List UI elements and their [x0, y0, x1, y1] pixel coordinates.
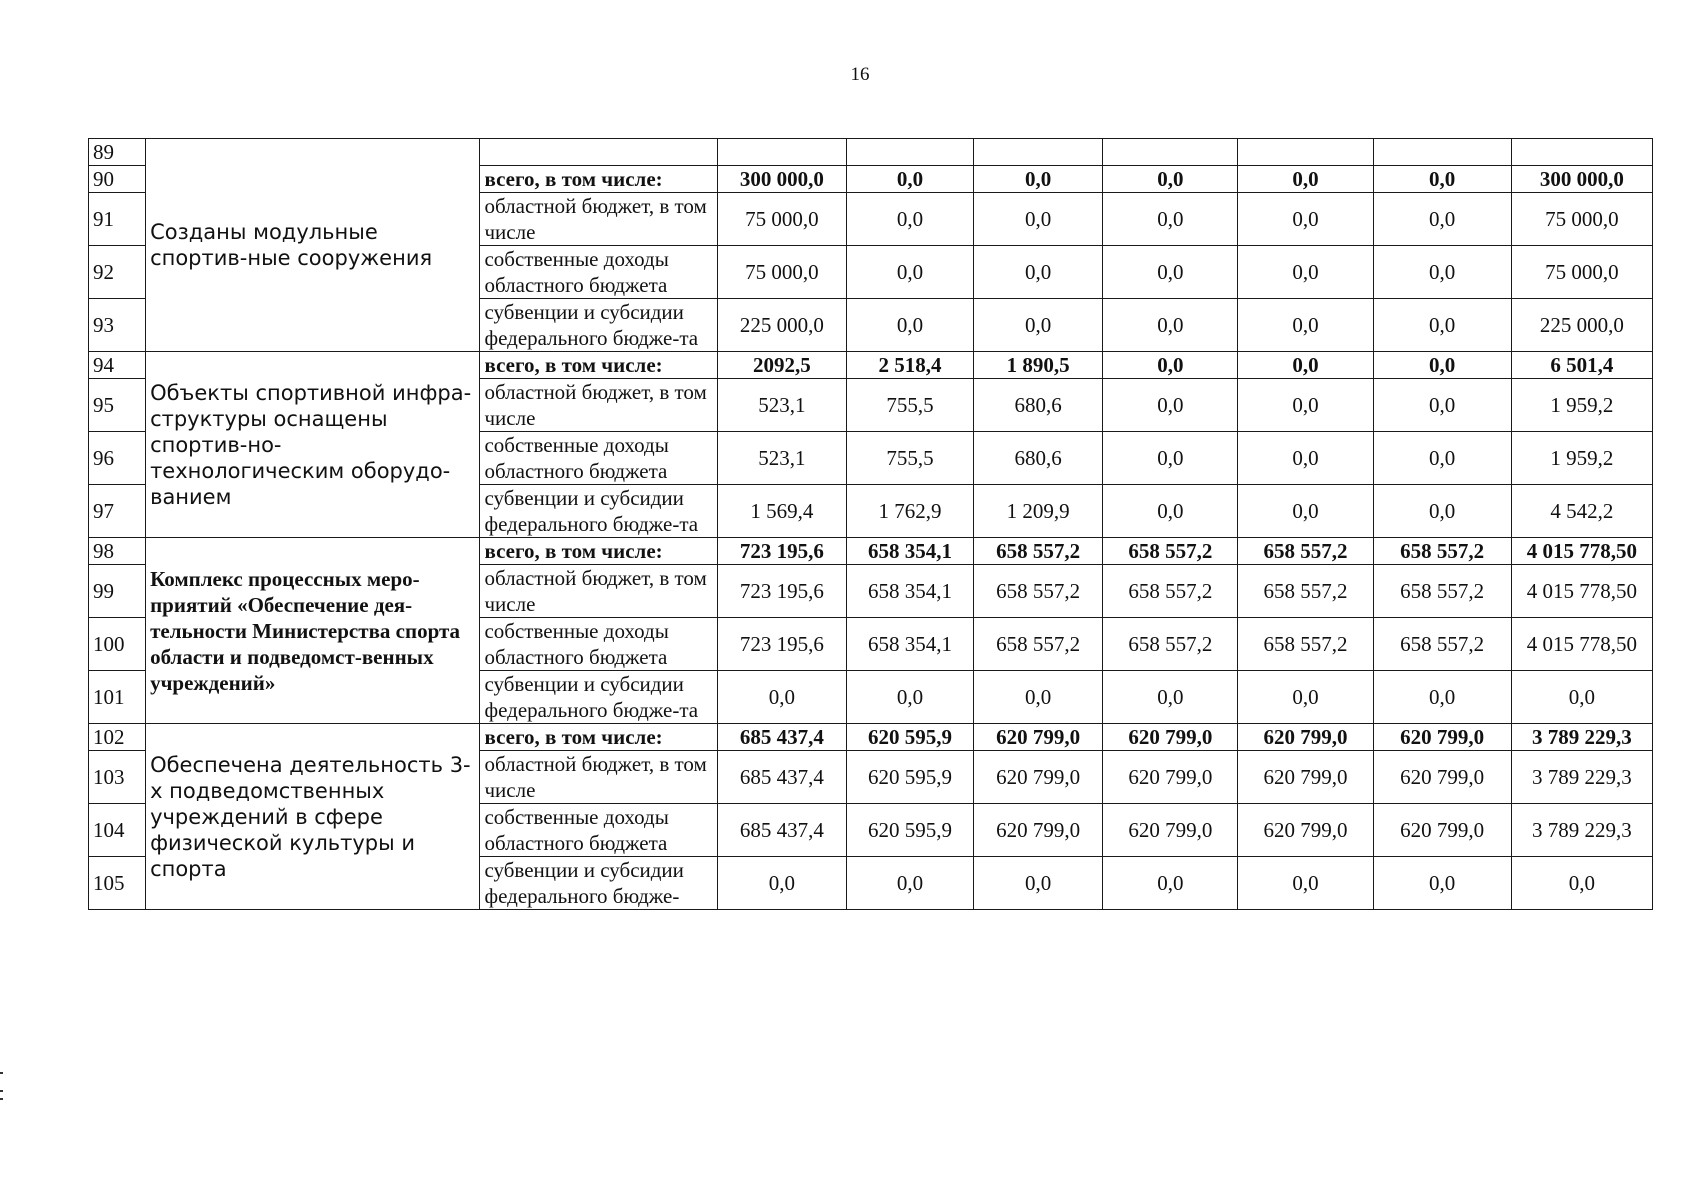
value-cell: 620 799,0 — [1103, 804, 1238, 857]
row-number: 98 — [89, 538, 146, 565]
value-cell: 620 799,0 — [974, 751, 1103, 804]
value-cell: 225 000,0 — [1511, 299, 1652, 352]
funding-source: собственные доходы областного бюджета — [480, 246, 717, 299]
value-cell: 0,0 — [1238, 485, 1373, 538]
value-cell: 0,0 — [1373, 379, 1511, 432]
value-cell: 0,0 — [846, 671, 973, 724]
value-cell: 0,0 — [846, 246, 973, 299]
value-cell: 2 518,4 — [846, 352, 973, 379]
value-cell: 0,0 — [1373, 193, 1511, 246]
value-cell: 0,0 — [1238, 432, 1373, 485]
value-cell: 0,0 — [1373, 166, 1511, 193]
value-cell: 658 557,2 — [1238, 538, 1373, 565]
value-cell: 658 557,2 — [1373, 618, 1511, 671]
value-cell: 75 000,0 — [717, 193, 846, 246]
funding-source: областной бюджет, в том числе — [480, 379, 717, 432]
value-cell: 620 799,0 — [1373, 804, 1511, 857]
value-cell: 0,0 — [1238, 193, 1373, 246]
funding-source: областной бюджет, в том числе — [480, 565, 717, 618]
value-cell: 4 015 778,50 — [1511, 565, 1652, 618]
value-cell: 685 437,4 — [717, 804, 846, 857]
value-cell: 0,0 — [1238, 246, 1373, 299]
value-cell: 0,0 — [1103, 246, 1238, 299]
funding-source: субвенции и субсидии федерального бюдже-та — [480, 671, 717, 724]
value-cell: 620 595,9 — [846, 724, 973, 751]
value-cell: 723 195,6 — [717, 565, 846, 618]
value-cell — [717, 139, 846, 166]
value-cell: 0,0 — [1373, 671, 1511, 724]
value-cell: 523,1 — [717, 379, 846, 432]
value-cell: 0,0 — [1373, 857, 1511, 910]
value-cell: 0,0 — [1511, 671, 1652, 724]
value-cell: 0,0 — [1238, 166, 1373, 193]
value-cell: 75 000,0 — [717, 246, 846, 299]
value-cell: 0,0 — [1373, 299, 1511, 352]
table-row — [89, 724, 1653, 751]
value-cell: 300 000,0 — [1511, 166, 1652, 193]
funding-source: собственные доходы областного бюджета — [480, 618, 717, 671]
value-cell: 0,0 — [846, 857, 973, 910]
value-cell: 0,0 — [1103, 193, 1238, 246]
value-cell: 0,0 — [846, 166, 973, 193]
row-number: 104 — [89, 804, 146, 857]
value-cell: 658 557,2 — [974, 538, 1103, 565]
value-cell: 1 890,5 — [974, 352, 1103, 379]
value-cell: 658 354,1 — [846, 618, 973, 671]
value-cell: 755,5 — [846, 379, 973, 432]
value-cell: 658 557,2 — [1373, 565, 1511, 618]
row-number: 93 — [89, 299, 146, 352]
value-cell: 620 799,0 — [974, 804, 1103, 857]
value-cell: 620 799,0 — [1103, 751, 1238, 804]
value-cell: 1 959,2 — [1511, 379, 1652, 432]
value-cell: 4 015 778,50 — [1511, 538, 1652, 565]
value-cell: 2092,5 — [717, 352, 846, 379]
value-cell: 4 015 778,50 — [1511, 618, 1652, 671]
value-cell: 620 799,0 — [1373, 751, 1511, 804]
row-number: 91 — [89, 193, 146, 246]
row-number: 92 — [89, 246, 146, 299]
measure-description: Обеспечена деятельность 3-х подведомственных учреждений в сфере физической культуры и спорта — [146, 724, 480, 910]
value-cell: 0,0 — [1373, 432, 1511, 485]
value-cell: 658 354,1 — [846, 538, 973, 565]
value-cell: 0,0 — [974, 193, 1103, 246]
value-cell: 620 799,0 — [974, 724, 1103, 751]
value-cell: 0,0 — [1238, 379, 1373, 432]
value-cell: 1 209,9 — [974, 485, 1103, 538]
value-cell — [1511, 139, 1652, 166]
value-cell: 620 799,0 — [1373, 724, 1511, 751]
value-cell: 620 595,9 — [846, 751, 973, 804]
value-cell: 0,0 — [1103, 671, 1238, 724]
value-cell: 723 195,6 — [717, 538, 846, 565]
funding-source: субвенции и субсидии федерального бюдже- — [480, 857, 717, 910]
value-cell: 0,0 — [974, 857, 1103, 910]
funding-source: собственные доходы областного бюджета — [480, 432, 717, 485]
value-cell: 0,0 — [717, 671, 846, 724]
value-cell: 658 557,2 — [1103, 618, 1238, 671]
value-cell: 0,0 — [1103, 379, 1238, 432]
measure-description: Созданы модульные спортив-ные сооружения — [146, 139, 480, 352]
value-cell: 620 595,9 — [846, 804, 973, 857]
value-cell: 620 799,0 — [1238, 724, 1373, 751]
value-cell: 3 789 229,3 — [1511, 804, 1652, 857]
value-cell: 755,5 — [846, 432, 973, 485]
row-number: 102 — [89, 724, 146, 751]
value-cell: 0,0 — [846, 193, 973, 246]
scan-margin-mark — [0, 1090, 3, 1092]
row-number: 101 — [89, 671, 146, 724]
value-cell: 680,6 — [974, 379, 1103, 432]
funding-source: субвенции и субсидии федерального бюдже-та — [480, 299, 717, 352]
value-cell: 0,0 — [846, 299, 973, 352]
value-cell: 4 542,2 — [1511, 485, 1652, 538]
table-row — [89, 139, 1653, 166]
row-number: 103 — [89, 751, 146, 804]
funding-source: всего, в том числе: — [480, 538, 717, 565]
value-cell: 658 557,2 — [1238, 618, 1373, 671]
value-cell: 0,0 — [974, 246, 1103, 299]
funding-source: всего, в том числе: — [480, 352, 717, 379]
value-cell: 658 557,2 — [1103, 565, 1238, 618]
value-cell: 523,1 — [717, 432, 846, 485]
row-number: 97 — [89, 485, 146, 538]
value-cell: 0,0 — [1238, 299, 1373, 352]
funding-source: всего, в том числе: — [480, 166, 717, 193]
value-cell: 0,0 — [1238, 671, 1373, 724]
table-row — [89, 538, 1653, 565]
value-cell: 3 789 229,3 — [1511, 724, 1652, 751]
row-number: 90 — [89, 166, 146, 193]
value-cell: 658 557,2 — [1238, 565, 1373, 618]
value-cell: 620 799,0 — [1238, 751, 1373, 804]
row-number: 99 — [89, 565, 146, 618]
value-cell — [974, 139, 1103, 166]
row-number: 96 — [89, 432, 146, 485]
value-cell: 1 569,4 — [717, 485, 846, 538]
funding-source — [480, 139, 717, 166]
value-cell: 620 799,0 — [1103, 724, 1238, 751]
value-cell: 0,0 — [1238, 352, 1373, 379]
value-cell: 658 557,2 — [1103, 538, 1238, 565]
funding-source: субвенции и субсидии федерального бюдже-та — [480, 485, 717, 538]
funding-source: областной бюджет, в том числе — [480, 751, 717, 804]
value-cell: 75 000,0 — [1511, 193, 1652, 246]
value-cell: 0,0 — [1103, 857, 1238, 910]
table-row — [89, 352, 1653, 379]
row-number: 105 — [89, 857, 146, 910]
value-cell: 723 195,6 — [717, 618, 846, 671]
row-number: 94 — [89, 352, 146, 379]
row-number: 89 — [89, 139, 146, 166]
value-cell: 0,0 — [974, 166, 1103, 193]
value-cell: 0,0 — [1103, 352, 1238, 379]
value-cell: 0,0 — [1103, 485, 1238, 538]
measure-description: Комплекс процессных меро-приятий «Обеспечение дея-тельности Министерства спорта области и подведомст-венных учреждений» — [146, 538, 480, 724]
value-cell: 0,0 — [1103, 166, 1238, 193]
value-cell: 75 000,0 — [1511, 246, 1652, 299]
funding-source: собственные доходы областного бюджета — [480, 804, 717, 857]
value-cell: 620 799,0 — [1238, 804, 1373, 857]
value-cell: 0,0 — [1511, 857, 1652, 910]
row-number: 95 — [89, 379, 146, 432]
scan-margin-mark — [0, 1098, 3, 1100]
value-cell: 658 557,2 — [974, 565, 1103, 618]
value-cell: 658 354,1 — [846, 565, 973, 618]
value-cell: 0,0 — [1373, 352, 1511, 379]
value-cell — [846, 139, 973, 166]
funding-source: областной бюджет, в том числе — [480, 193, 717, 246]
value-cell: 1 959,2 — [1511, 432, 1652, 485]
value-cell: 680,6 — [974, 432, 1103, 485]
value-cell: 658 557,2 — [974, 618, 1103, 671]
value-cell: 0,0 — [1103, 299, 1238, 352]
value-cell: 0,0 — [974, 299, 1103, 352]
value-cell: 685 437,4 — [717, 751, 846, 804]
value-cell: 300 000,0 — [717, 166, 846, 193]
value-cell: 0,0 — [717, 857, 846, 910]
value-cell: 0,0 — [1373, 246, 1511, 299]
value-cell — [1238, 139, 1373, 166]
budget-table — [88, 138, 1653, 910]
value-cell: 0,0 — [1373, 485, 1511, 538]
value-cell: 0,0 — [1238, 857, 1373, 910]
row-number: 100 — [89, 618, 146, 671]
value-cell — [1373, 139, 1511, 166]
funding-source: всего, в том числе: — [480, 724, 717, 751]
value-cell: 1 762,9 — [846, 485, 973, 538]
page-number: 16 — [850, 64, 870, 85]
value-cell: 0,0 — [974, 671, 1103, 724]
measure-description: Объекты спортивной инфра-структуры оснащены спортив-но-технологическим оборудо-ванием — [146, 352, 480, 538]
value-cell: 6 501,4 — [1511, 352, 1652, 379]
scan-margin-mark — [0, 1072, 3, 1074]
value-cell — [1103, 139, 1238, 166]
value-cell: 3 789 229,3 — [1511, 751, 1652, 804]
value-cell: 0,0 — [1103, 432, 1238, 485]
value-cell: 658 557,2 — [1373, 538, 1511, 565]
value-cell: 685 437,4 — [717, 724, 846, 751]
value-cell: 225 000,0 — [717, 299, 846, 352]
